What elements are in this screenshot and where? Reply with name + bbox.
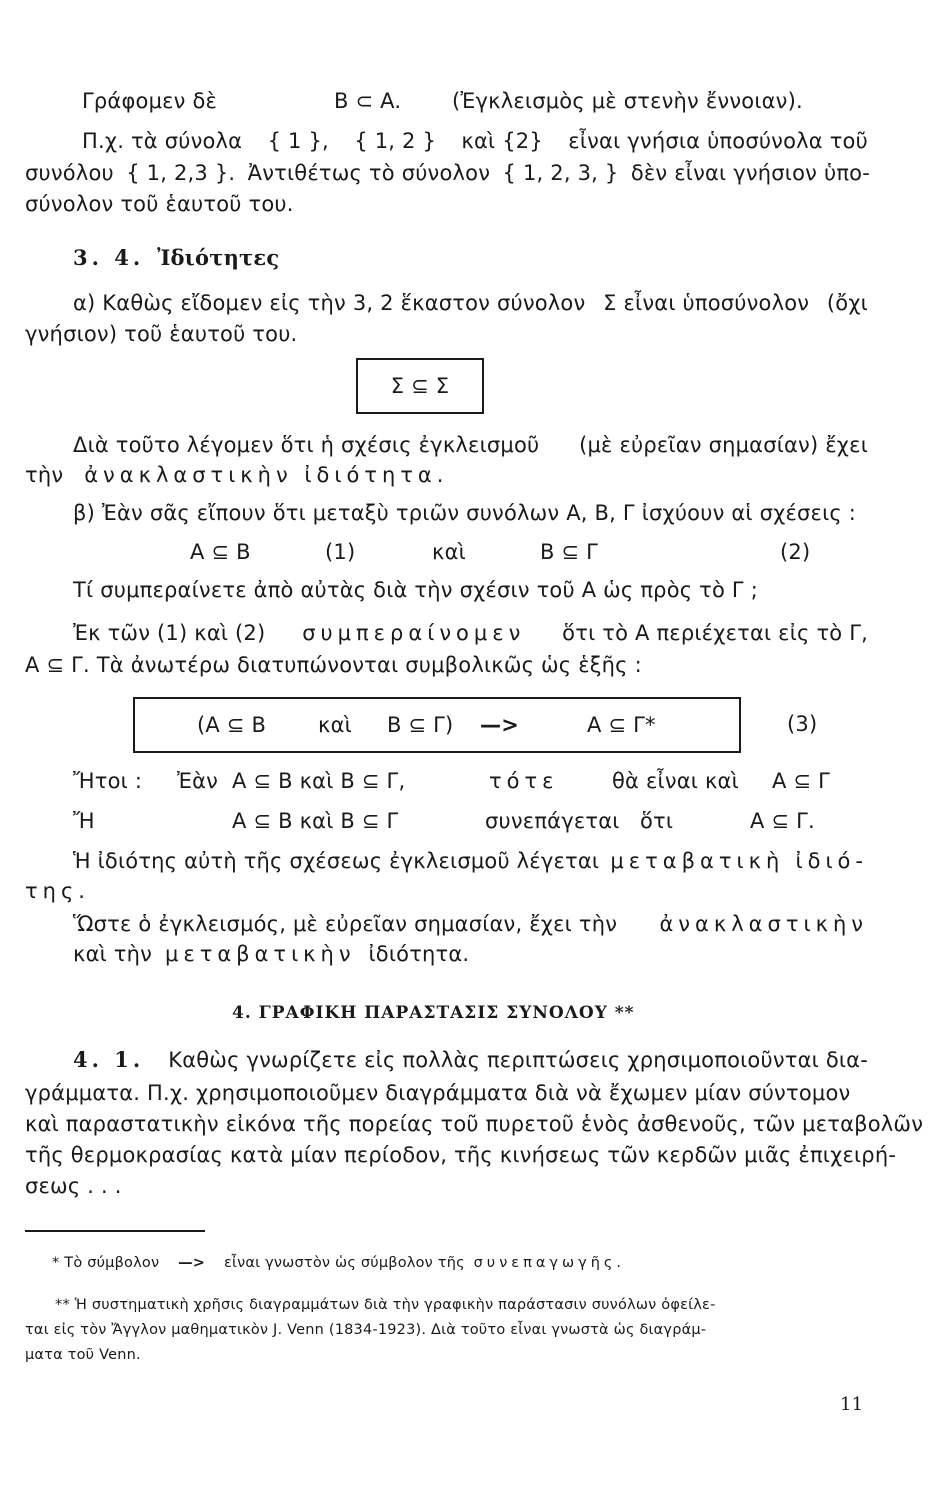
footnote-2-c: ματα τοῦ Venn. — [25, 1347, 141, 1363]
math-expr: B ⊂ A. — [334, 89, 402, 113]
spaced-term: συμπεραίνομεν — [302, 621, 526, 645]
text-span: (μὲ εὐρεῖαν σημασίαν) ἔχει — [579, 433, 868, 457]
text-span: εἶναι γνήσια ὑποσύνολα τοῦ — [568, 129, 868, 153]
implies-arrow-icon: —> — [178, 1255, 206, 1271]
text-line-3 — [25, 160, 870, 186]
text-span: ἰδιότητα. — [368, 942, 470, 966]
spaced-term: συνεπαγωγῆς. — [473, 1255, 626, 1271]
math-expr: { 1, 2, 3, } — [502, 161, 619, 185]
page-number: 11 — [840, 1394, 864, 1415]
formula-box-reflexive — [356, 358, 484, 414]
math-expr: A ⊆ B καὶ B ⊆ Γ, — [232, 769, 406, 793]
spaced-term: μεταβατικὴν — [164, 942, 356, 966]
text-line-alpha-1 — [73, 290, 868, 316]
spaced-term: ἀνακλαστικὴν ἰδιότητα. — [84, 463, 449, 487]
text-span: Ἤ — [73, 809, 95, 833]
text-span: καὶ {2} — [461, 129, 543, 153]
footnote-1 — [52, 1253, 625, 1273]
text-span: συνεπάγεται — [485, 809, 620, 833]
math-expr: { 1, 2,3 }. — [126, 161, 236, 185]
text-span: (ὄχι — [826, 291, 868, 315]
text-line-beta: β) Ἐὰν σᾶς εἴπουν ὅτι μεταξὺ τριῶν συνόλων A, B, Γ ἰσχύουν αἱ σχέσεις : — [73, 501, 857, 525]
text-span: θὰ εἶναι καὶ — [612, 769, 739, 793]
text-span: Καθὼς γνωρίζετε εἰς πολλὰς περιπτώσεις χρησιμοποιοῦνται δια- — [168, 1048, 868, 1072]
text-span: (Ἐγκλεισμὸς μὲ στενὴν ἔννοιαν). — [452, 89, 803, 113]
text-span: Ὥστε ὁ ἐγκλεισμός, μὲ εὐρεῖαν σημασίαν, ἔχει τὴν — [73, 912, 618, 936]
text-span: Διὰ τοῦτο λέγομεν ὅτι ἡ σχέσις ἐγκλεισμοῦ — [73, 433, 540, 457]
text-line-4-1-c: καὶ παραστατικὴν εἰκόνα τῆς πορείας τοῦ πυρετοῦ ἑνὸς ἀσθενοῦς, τῶν μεταβολῶν — [25, 1112, 924, 1136]
text-span: Ἐὰν — [177, 769, 219, 793]
section-heading-3-4 — [73, 245, 279, 271]
text-span: Ἡ ἰδιότης αὐτὴ τῆς σχέσεως ἐγκλεισμοῦ λέγεται — [73, 849, 600, 873]
equation-number: (2) — [780, 540, 811, 564]
equation-number: (3) — [787, 712, 818, 736]
implies-arrow-icon: —> — [480, 713, 519, 737]
math-expr: A ⊆ Γ* — [587, 713, 656, 737]
spaced-term: ἀνακλαστικὴν — [659, 912, 868, 936]
equation-number: (1) — [325, 540, 356, 564]
text-line-dia-1 — [73, 432, 868, 458]
text-span: καὶ τὴν — [73, 942, 153, 966]
text-line-idiot-1 — [73, 848, 868, 874]
section-number: 4. 1. — [73, 1047, 145, 1072]
text-span: Γράφομεν δὲ — [82, 89, 218, 113]
math-expr: { 1 }, — [267, 129, 329, 153]
footnote-2-a: ** Ἡ συστηματικὴ χρῆσις διαγραμμάτων διὰ τὴν γραφικὴν παράστασιν συνόλων ὀφείλε- — [55, 1297, 716, 1313]
text-span: ὅτι τὸ A περιέχεται εἰς τὸ Γ, — [562, 621, 868, 645]
text-line-ek-1 — [73, 620, 868, 646]
footnote-2-b: ται εἰς τὸν Ἄγγλον μαθηματικὸν J. Venn (1834-1923). Διὰ τοῦτο εἶναι γνωστὰ ὡς διαγράμ- — [25, 1322, 707, 1338]
text-span: Π.χ. τὰ σύνολα — [82, 129, 243, 153]
text-span: εἶναι γνωστὸν ὡς σύμβολον τῆς — [223, 1255, 465, 1271]
math-expr: (A ⊆ B — [197, 713, 267, 737]
text-line-dia-2 — [25, 462, 448, 488]
text-span: Σ εἶναι ὑποσύνολον — [603, 291, 810, 315]
text-line-4-1-e: σεως . . . — [25, 1174, 122, 1198]
text-span: ὅτι — [640, 809, 674, 833]
text-span: δὲν εἶναι γνήσιον ὑπο- — [630, 161, 870, 185]
math-expr: { 1, 2 } — [354, 129, 437, 153]
text-line-4-1-a — [73, 1047, 868, 1073]
text-span: καὶ — [318, 713, 352, 737]
section-number: 3. 4. — [73, 245, 145, 270]
math-expr: A ⊆ Γ — [772, 769, 831, 793]
text-line-4: σύνολον τοῦ ἑαυτοῦ του. — [25, 192, 294, 216]
text-span: * Τὸ σύμβολον — [52, 1255, 160, 1271]
math-expr: A ⊆ B — [190, 540, 251, 564]
spaced-term: τότε — [489, 769, 559, 793]
text-line-1 — [82, 88, 803, 114]
text-span: καὶ — [432, 540, 466, 564]
text-line-ek-2: A ⊆ Γ. Τὰ ἀνωτέρω διατυπώνονται συμβολικῶς ὡς ἑξῆς : — [25, 653, 642, 677]
text-line-idiot-2: της. — [25, 879, 90, 903]
section-title: Ἰδιότητες — [157, 245, 280, 270]
section-heading-4: 4. ΓΡΑΦΙΚΗ ΠΑΡΑΣΤΑΣΙΣ ΣΥΝΟΛΟΥ ** — [232, 1003, 635, 1023]
text-line-4-1-b: γράμματα. Π.χ. χρησιμοποιοῦμεν διαγράμματα διὰ νὰ ἔχωμεν μίαν σύντομον — [25, 1081, 851, 1105]
footnote-rule — [25, 1230, 205, 1232]
formula-text: Σ ⊆ Σ — [390, 374, 450, 398]
math-expr: B ⊆ Γ — [540, 540, 599, 564]
text-line-oste-1 — [73, 911, 868, 937]
text-line-2 — [82, 128, 868, 154]
text-span: Ἀντιθέτως τὸ σύνολον — [247, 161, 491, 185]
text-line-oste-2 — [73, 941, 469, 967]
text-span: Ἐκ τῶν (1) καὶ (2) — [73, 621, 266, 645]
text-span: Ἤτοι : — [73, 769, 143, 793]
math-expr: A ⊆ B καὶ B ⊆ Γ — [232, 809, 399, 833]
spaced-term: μεταβατικὴ — [610, 849, 785, 873]
spaced-term: ἰδιό- — [795, 849, 868, 873]
text-span: α) Καθὼς εἴδομεν εἰς τὴν 3, 2 ἕκαστον σύνολον — [73, 291, 586, 315]
formula-box-transitive — [133, 697, 741, 753]
math-expr: B ⊆ Γ) — [387, 713, 454, 737]
text-span: συνόλου — [25, 161, 114, 185]
text-line-alpha-2: γνήσιον) τοῦ ἑαυτοῦ του. — [25, 322, 298, 346]
text-span: τὴν — [25, 463, 64, 487]
text-line-4-1-d: τῆς θερμοκρασίας κατὰ μίαν περίοδον, τῆς κινήσεως τῶν κερδῶν μιᾶς ἐπιχειρή- — [25, 1143, 897, 1167]
text-line-question: Τί συμπεραίνετε ἀπὸ αὐτὰς διὰ τὴν σχέσιν τοῦ A ὡς πρὸς τὸ Γ ; — [73, 578, 758, 602]
math-expr: A ⊆ Γ. — [750, 809, 815, 833]
